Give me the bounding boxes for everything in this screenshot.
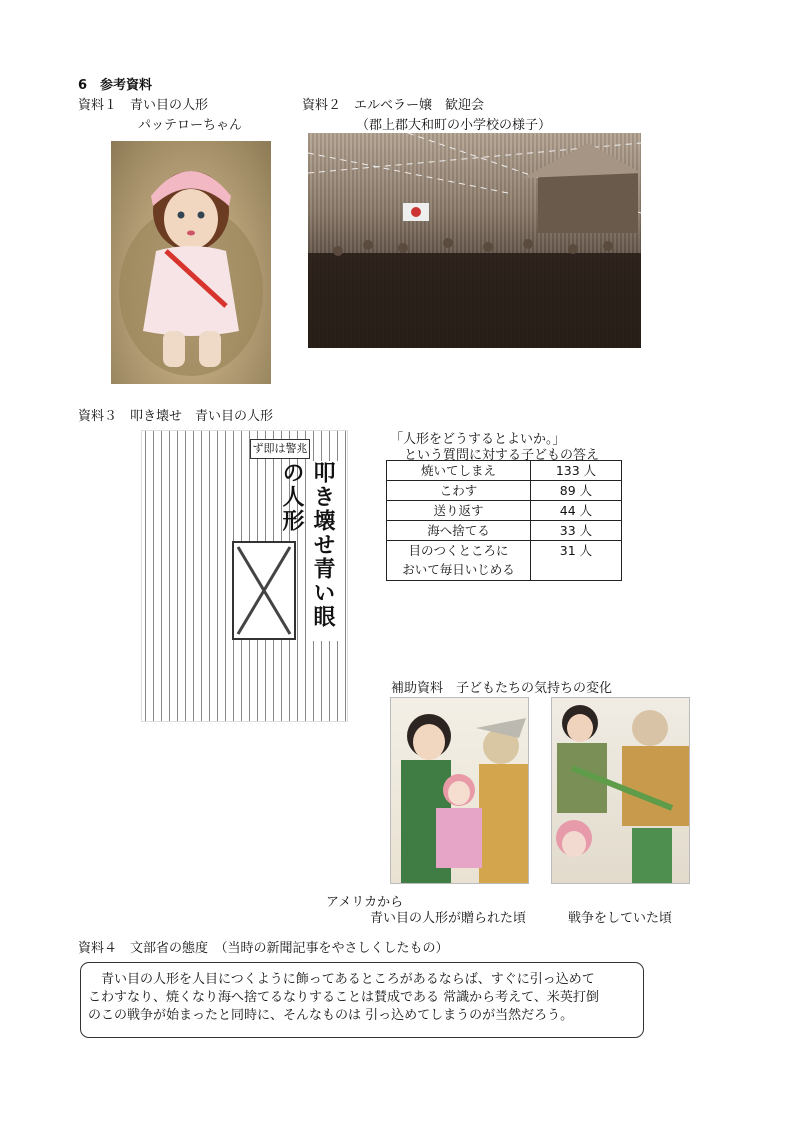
statement-line: のこの戦争が始まったと同時に、そんなものは 引っ込めてしまうのが当然だろう。	[88, 1008, 574, 1023]
caption-before-line1: アメリカから	[326, 895, 404, 910]
illustration-after	[551, 697, 690, 884]
crowd-illustration	[308, 133, 641, 348]
section-title: 6 参考資料	[78, 78, 153, 93]
survey-question: 「人形をどうするとよいか。」	[390, 432, 566, 447]
survey-table	[386, 460, 622, 581]
table-row	[387, 461, 622, 481]
caption-after: 戦争をしていた頃	[568, 911, 673, 926]
count-cell: 31 人	[531, 541, 622, 581]
material1-name: パッテローちゃん	[138, 118, 243, 133]
supplement-label: 補助資料 子どもたちの気持ちの変化	[391, 681, 613, 696]
caption-before-line2: 青い目の人形が贈られた頃	[370, 911, 527, 926]
material4-label: 資料４ 文部省の態度 （当時の新聞記事をやさしくしたもの）	[78, 941, 449, 956]
welcome-party-photo	[308, 133, 641, 348]
material2-label: 資料２ エルベラー嬢 歓迎会	[302, 98, 485, 113]
doll-photo	[111, 141, 271, 384]
table-row	[387, 481, 622, 501]
answer-cell: 送り返す	[387, 501, 531, 521]
clipping-headline: 叩き壊せ青い眼の人形	[308, 461, 338, 641]
count-cell: 33 人	[531, 521, 622, 541]
family-with-doll-illustration	[391, 698, 528, 883]
answer-cell: こわす	[387, 481, 531, 501]
answer-line: 目のつくところに	[408, 543, 509, 558]
answer-line: おいて毎日いじめる	[402, 562, 515, 577]
count-cell: 44 人	[531, 501, 622, 521]
statement-line: こわすなり、焼くなり海へ捨てるなりすることは賛成である 常識から考えて、米英打倒	[88, 990, 599, 1005]
count-cell: 133 人	[531, 461, 622, 481]
answer-cell: 海へ捨てる	[387, 521, 531, 541]
table-row	[387, 521, 622, 541]
clipping-photo-box	[232, 541, 296, 640]
clipping-banner: ず即は警兆	[250, 439, 310, 459]
table-row	[387, 501, 622, 521]
material1-label: 資料１ 青い目の人形	[78, 98, 209, 113]
clipping-photo-icon	[234, 543, 294, 638]
children-attacking-doll-illustration	[552, 698, 689, 883]
material2-caption: （郡上郡大和町の小学校の様子）	[356, 118, 552, 133]
doll-illustration	[111, 141, 271, 384]
material3-label: 資料３ 叩き壊せ 青い目の人形	[78, 409, 274, 424]
newspaper-clipping	[141, 430, 348, 722]
count-cell: 89 人	[531, 481, 622, 501]
answer-cell: 焼いてしまえ	[387, 461, 531, 481]
statement-line: 青い目の人形を人目につくように飾ってあるところがあるならば、すぐに引っ込めて	[88, 972, 595, 987]
survey-subtitle: という質問に対する子どもの答え	[404, 448, 600, 463]
illustration-before	[390, 697, 529, 884]
table-row	[387, 541, 622, 581]
answer-cell-multiline	[387, 541, 531, 581]
